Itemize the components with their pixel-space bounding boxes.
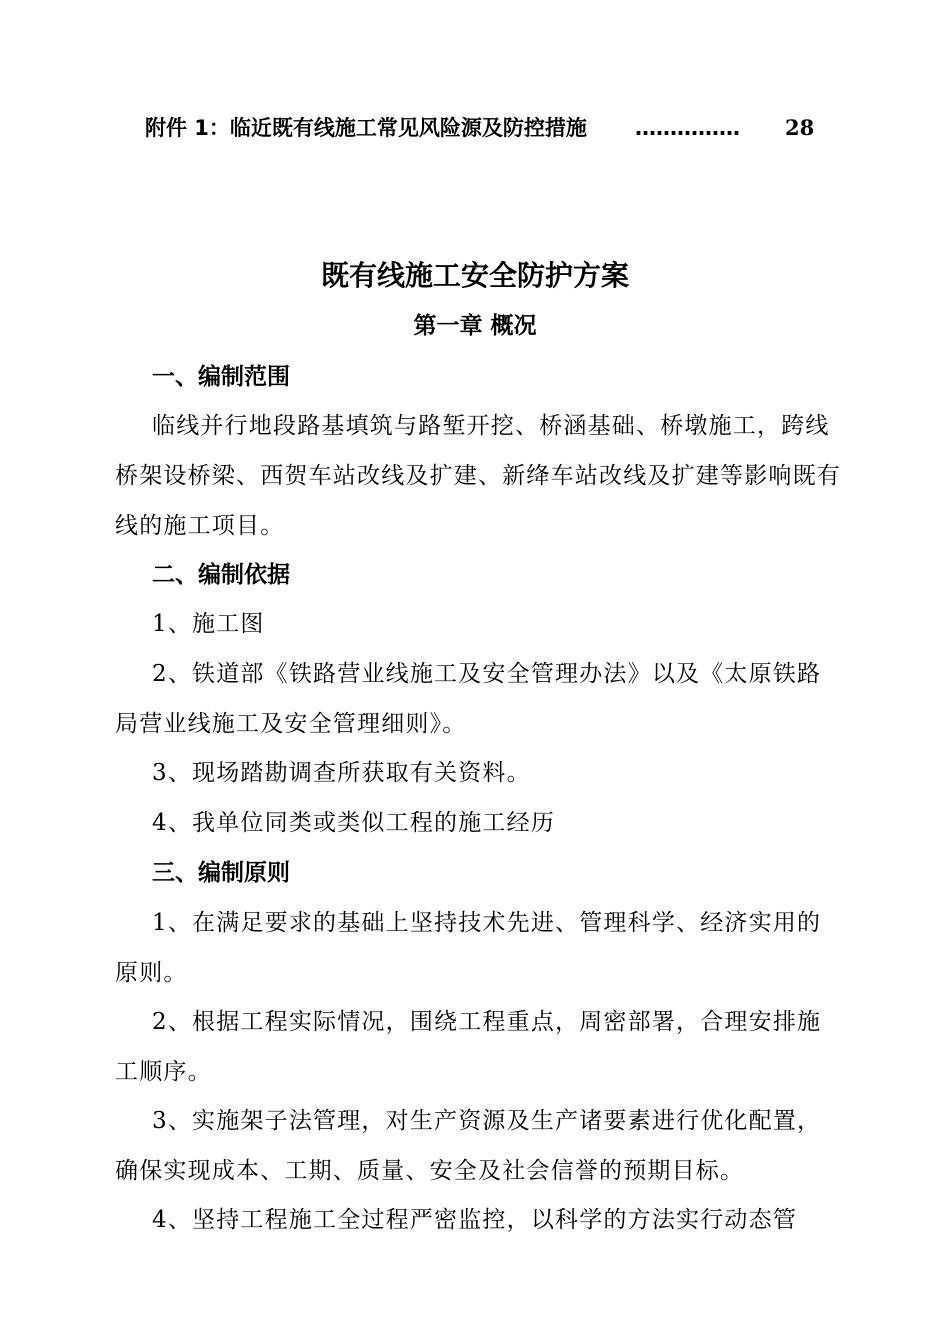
principle-item-3: 3、实施架子法管理，对生产资源及生产诸要素进行优化配置，确保实现成本、工期、质量、安全及社会信誉的预期目标。 xyxy=(115,1108,822,1184)
basis-item-2: 2、铁道部《铁路营业线施工及安全管理办法》以及《太原铁路局营业线施工及安全管理细则》。 xyxy=(115,661,822,737)
principle-item-1: 1、在满足要求的基础上坚持技术先进、管理科学、经济实用的原则。 xyxy=(115,910,822,986)
section-heading-basis: 二、编制依据 xyxy=(152,562,290,588)
document-title: 既有线施工安全防护方案 xyxy=(320,259,629,292)
toc-leader-dots: …………… xyxy=(635,116,740,140)
basis-item-1: 1、施工图 xyxy=(152,611,265,637)
principle-item-4: 4、坚持工程施工全过程严密监控，以科学的方法实行动态管 xyxy=(152,1207,798,1233)
section-heading-principles: 三、编制原则 xyxy=(152,860,290,886)
chapter-heading: 第一章 概况 xyxy=(413,313,537,339)
basis-item-3: 3、现场踏勘调查所获取有关资料。 xyxy=(152,760,531,786)
basis-item-4: 4、我单位同类或类似工程的施工经历 xyxy=(152,810,556,836)
section-heading-scope: 一、编制范围 xyxy=(152,364,290,390)
toc-entry[interactable] xyxy=(145,112,845,144)
paragraph-scope: 临线并行地段路基填筑与路堑开挖、桥涵基础、桥墩施工，跨线桥架设桥梁、西贺车站改线及扩建、新绛车站改线及扩建等影响既有线的施工项目。 xyxy=(115,413,841,539)
toc-entry-label: 附件 1：临近既有线施工常见风险源及防控措施 xyxy=(145,116,587,140)
principle-item-2: 2、根据工程实际情况，围绕工程重点，周密部署，合理安排施工顺序。 xyxy=(115,1009,822,1085)
toc-page-number: 28 xyxy=(785,115,815,140)
